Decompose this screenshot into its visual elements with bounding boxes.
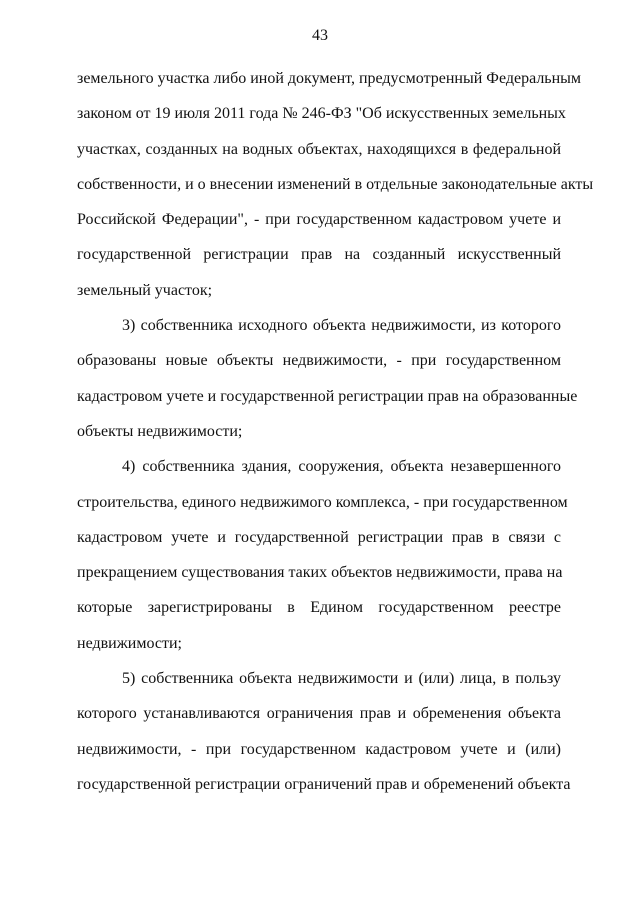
text-line: государственной регистрации прав на созданный искусственный xyxy=(77,246,561,264)
text-line: собственности, и о внесении изменений в отдельные законодательные акты xyxy=(77,175,594,193)
text-line: земельного участка либо иной документ, предусмотренный Федеральным xyxy=(77,70,582,87)
text-line: законом от 19 июля 2011 года № 246-ФЗ "Об искусственных земельных xyxy=(77,105,566,123)
text-line: образованы новые объекты недвижимости, - при государственном xyxy=(77,352,561,370)
text-line: земельный участок; xyxy=(77,281,213,299)
text-line: недвижимости, - при государственном кадастровом учете и (или) xyxy=(77,740,561,758)
text-line: участках, созданных на водных объектах, находящихся в федеральной xyxy=(77,140,561,158)
text-line: прекращением существования таких объектов недвижимости, права на xyxy=(77,564,563,582)
text-line: кадастровом учете и государственной регистрации прав в связи с xyxy=(77,528,561,546)
text-line: кадастровом учете и государственной регистрации прав на образованные xyxy=(77,387,578,405)
text-line: Российской Федерации", - при государственном кадастровом учете и xyxy=(77,211,561,229)
text-line: государственной регистрации ограничений прав и обременений объекта xyxy=(77,775,571,793)
text-line: 3) собственника исходного объекта недвижимости, из которого xyxy=(122,317,561,335)
document-body xyxy=(77,61,594,802)
text-line: которые зарегистрированы в Едином государственном реестре xyxy=(77,599,561,617)
text-line: 4) собственника здания, сооружения, объекта незавершенного xyxy=(122,458,561,476)
text-line: объекты недвижимости; xyxy=(77,422,243,440)
text-line: недвижимости; xyxy=(77,634,182,652)
text-line: строительства, единого недвижимого комплекса, - при государственном xyxy=(77,493,568,511)
page-number: 43 xyxy=(312,27,328,44)
text-line: 5) собственника объекта недвижимости и (или) лица, в пользу xyxy=(122,670,561,688)
text-line: которого устанавливаются ограничения прав и обременения объекта xyxy=(77,705,561,723)
